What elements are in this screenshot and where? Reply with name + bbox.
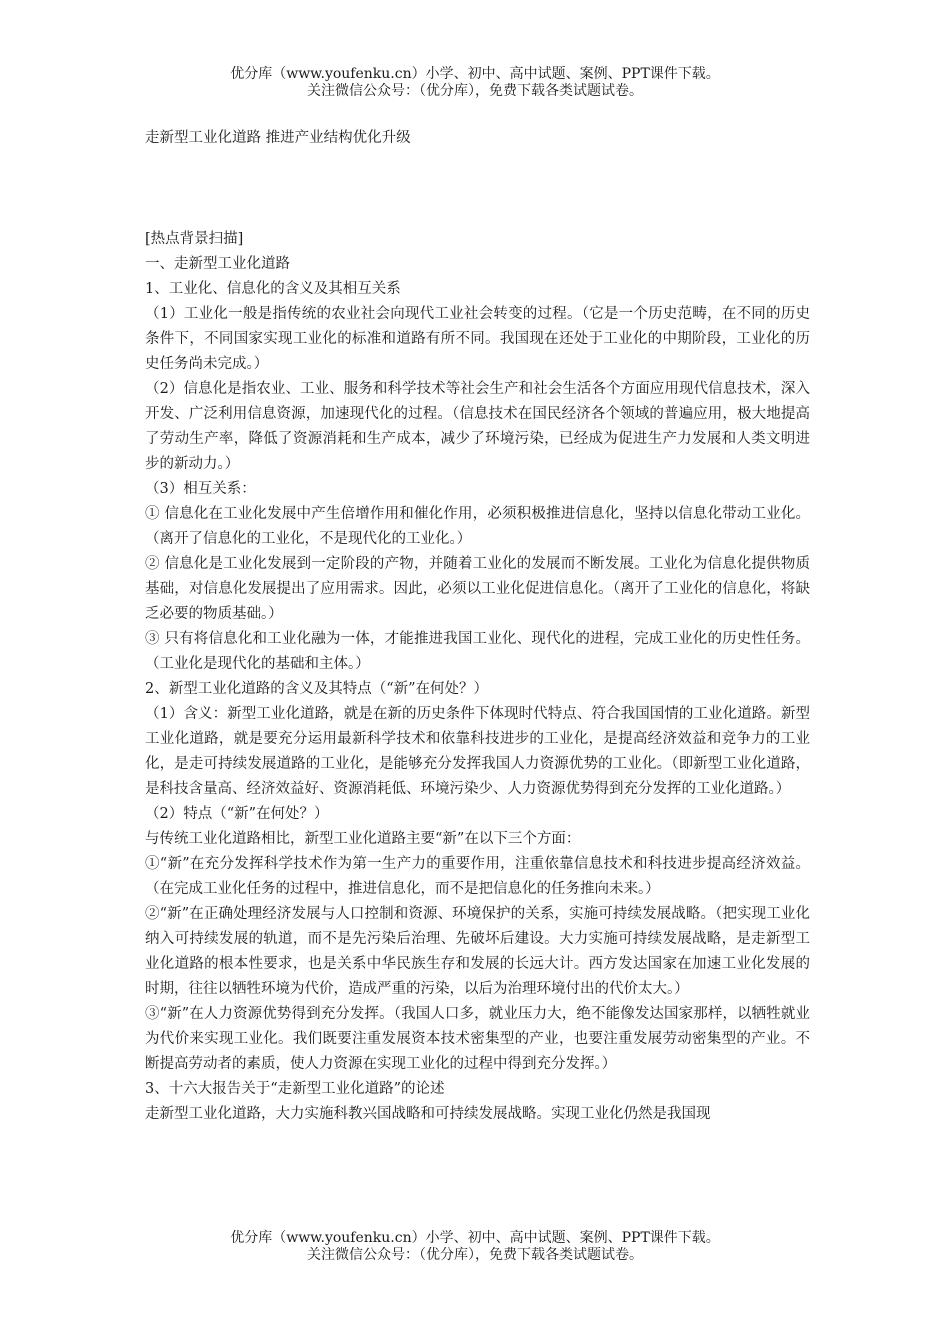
paragraph: （1）含义：新型工业化道路，就是在新的历史条件下体现时代特点、符合我国国情的工业化道路。新型工业化道路，就是要充分运用最新科学技术和依靠科技进步的工业化，是提高经济效益和竞争力的工业化，是走可持续发展道路的工业化，是能够充分发挥我国人力资源优势的工业化。（即新型工业化道路，是科技含量高、经济效益好、资源消耗低、环境污染少、人力资源优势得到充分发挥的工业化道路。） [145, 706, 810, 797]
paragraph: ③“新”在人力资源优势得到充分发挥。（我国人口多，就业压力大，绝不能像发达国家那样，以牺牲就业为代价来实现工业化。我们既要注重发展资本技术密集型的产业，也要注重发展劳动密集型的产业。不断提高劳动者的素质，使人力资源在实现工业化的过程中得到充分发挥。） [145, 1006, 810, 1072]
header-line-2: 关注微信公众号：（优分库），免费下载各类试题试卷。 [307, 83, 643, 99]
paragraph: （2）信息化是指农业、工业、服务和科学技术等社会生产和社会生活各个方面应用现代信息技术，深入开发、广泛利用信息资源，加速现代化的过程。（信息技术在国民经济各个领域的普遍应用，极大地提高了劳动生产率，降低了资源消耗和生产成本，减少了环境污染，已经成为促进生产力发展和人类文明进步的新动力。） [145, 381, 810, 472]
subsection-heading: 1、工业化、信息化的含义及其相互关系 [145, 281, 401, 297]
paragraph: ①“新”在充分发挥科学技术作为第一生产力的重要作用，注重依靠信息技术和科技进步提高经济效益。（在完成工业化任务的过程中，推进信息化，而不是把信息化的任务推向未来。） [145, 856, 810, 897]
document-body [145, 227, 810, 1127]
page-footer [0, 1230, 950, 1264]
paragraph: （3）相互关系： [145, 481, 256, 497]
document-title: 走新型工业化道路 推进产业结构优化升级 [145, 130, 411, 146]
paragraph: （1）工业化一般是指传统的农业社会向现代工业社会转变的过程。（它是一个历史范畴，在不同的历史条件下，不同国家实现工业化的标准和道路有所不同。我国现在还处于工业化的中期阶段，工业化的历史任务尚未完成。） [145, 306, 810, 372]
section-label: [热点背景扫描] [145, 231, 244, 247]
footer-line-1: 优分库（www.youfenku.cn）小学、初中、高中试题、案例、PPT课件下载。 [230, 1230, 720, 1246]
section-heading: 一、走新型工业化道路 [145, 256, 290, 272]
page-header [0, 66, 950, 100]
footer-line-2: 关注微信公众号：（优分库），免费下载各类试题试卷。 [307, 1247, 643, 1263]
header-line-1: 优分库（www.youfenku.cn）小学、初中、高中试题、案例、PPT课件下载。 [230, 66, 720, 82]
paragraph: 走新型工业化道路，大力实施科教兴国战略和可持续发展战略。实现工业化仍然是我国现 [145, 1106, 711, 1122]
paragraph: ③ 只有将信息化和工业化融为一体，才能推进我国工业化、现代化的进程，完成工业化的历史性任务。（工业化是现代化的基础和主体。） [145, 631, 810, 672]
paragraph: ① 信息化在工业化发展中产生倍增作用和催化作用，必须积极推进信息化，坚持以信息化带动工业化。（离开了信息化的工业化，不是现代化的工业化。） [145, 506, 810, 547]
subsection-heading: 3、十六大报告关于“走新型工业化道路”的论述 [145, 1081, 445, 1097]
paragraph: ② 信息化是工业化发展到一定阶段的产物，并随着工业化的发展而不断发展。工业化为信息化提供物质基础，对信息化发展提出了应用需求。因此，必须以工业化促进信息化。（离开了工业化的信息化，将缺乏必要的物质基础。） [145, 556, 810, 622]
paragraph: ②“新”在正确处理经济发展与人口控制和资源、环境保护的关系，实施可持续发展战略。（把实现工业化纳入可持续发展的轨道，而不是先污染后治理、先破坏后建设。大力实施可持续发展战略，是走新型工业化道路的根本性要求，也是关系中华民族生存和发展的长远大计。西方发达国家在加速工业化发展的时期，往往以牺牲环境为代价，造成严重的污染，以后为治理环境付出的代价太大。） [145, 906, 810, 997]
paragraph: 与传统工业化道路相比，新型工业化道路主要“新”在以下三个方面： [145, 831, 581, 847]
paragraph: （2）特点（“新”在何处？） [145, 806, 329, 822]
subsection-heading: 2、新型工业化道路的含义及其特点（“新”在何处？） [145, 681, 489, 697]
